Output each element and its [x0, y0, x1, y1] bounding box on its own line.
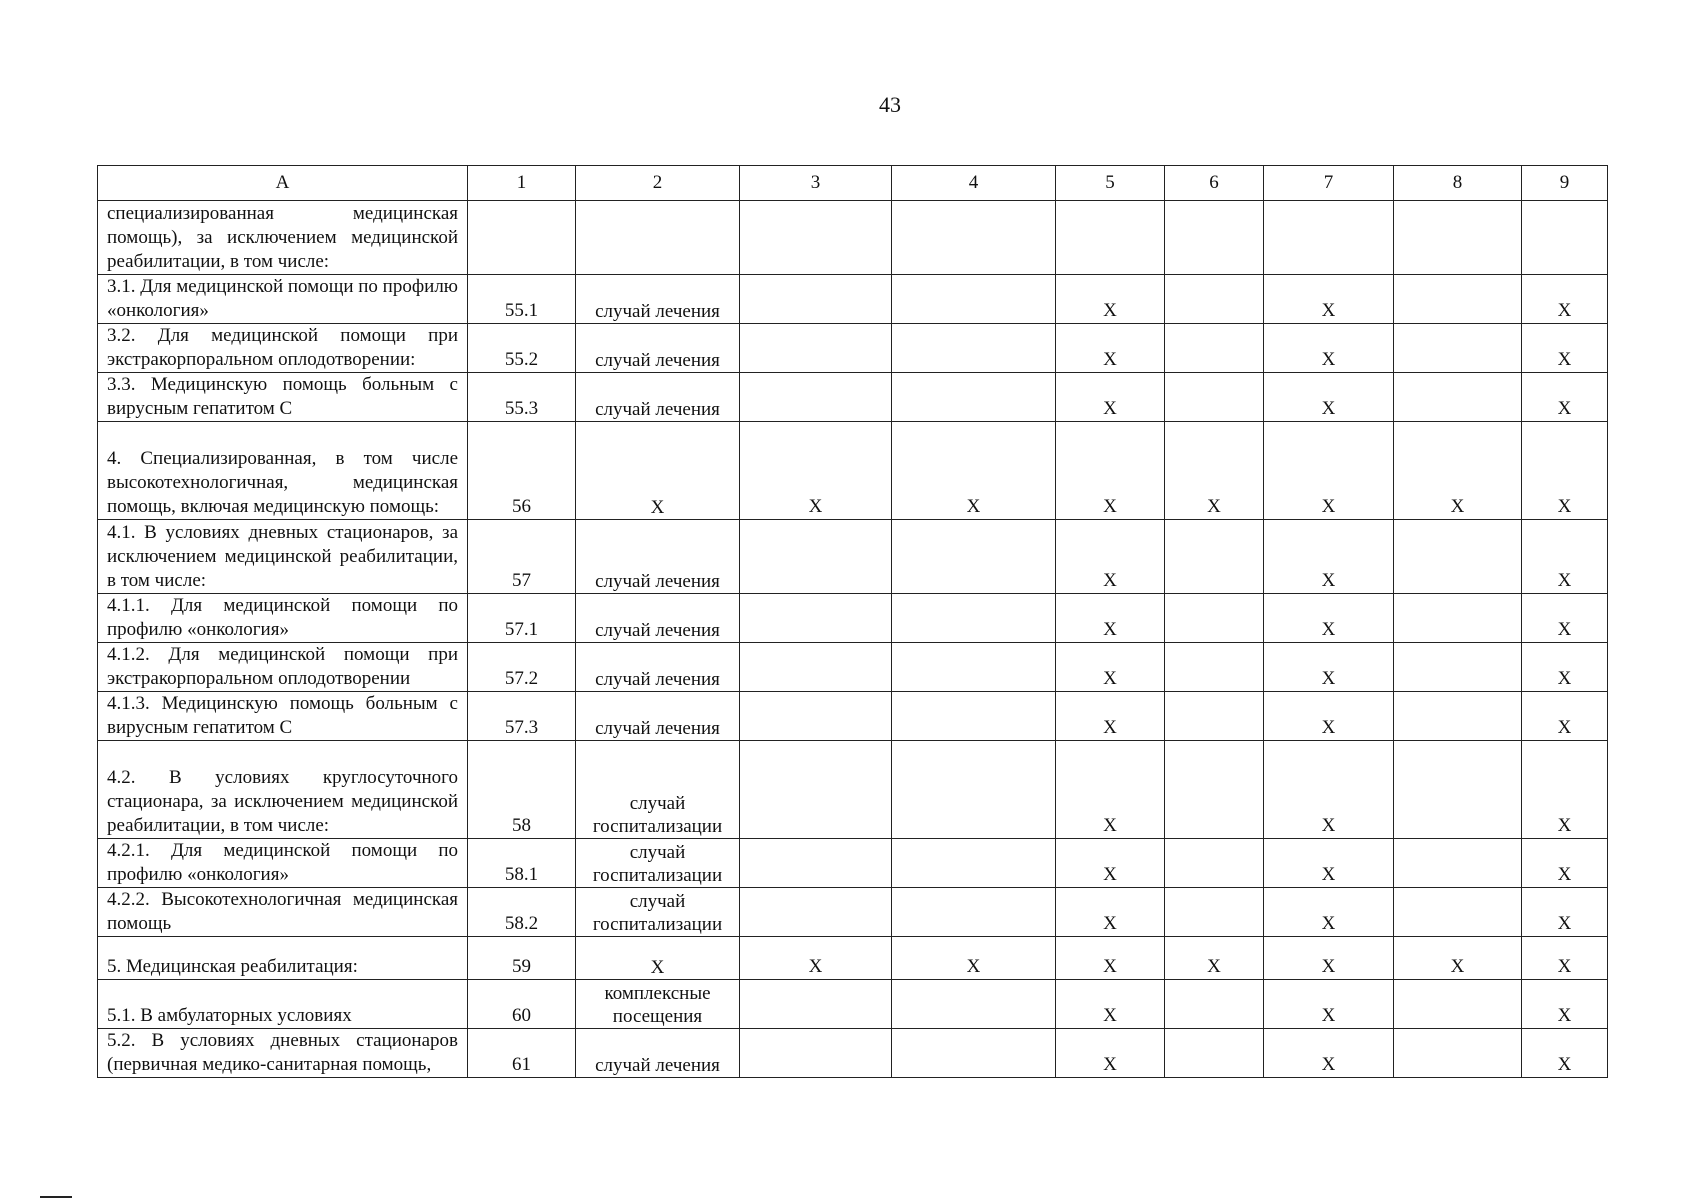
table-row — [98, 839, 1608, 888]
value-cell — [892, 373, 1056, 422]
table-row — [98, 594, 1608, 643]
data-table — [97, 165, 1608, 1078]
value-cell: Х — [1056, 594, 1165, 643]
description-cell: 4.1.3. Медицинскую помощь больным с вирусным гепатитом С — [98, 692, 468, 741]
value-cell — [1165, 201, 1264, 275]
value-cell — [892, 839, 1056, 888]
value-cell: Х — [1522, 520, 1608, 594]
value-cell: Х — [1394, 937, 1522, 980]
description-cell: 5.1. В амбулаторных условиях — [98, 980, 468, 1029]
header-cell: 4 — [892, 166, 1056, 201]
table-row — [98, 937, 1608, 980]
page-number: 43 — [879, 92, 901, 117]
value-cell — [892, 741, 1056, 839]
value-cell — [1165, 888, 1264, 937]
table-row — [98, 422, 1608, 520]
table-row — [98, 643, 1608, 692]
value-cell: Х — [1522, 1029, 1608, 1078]
header-cell: 2 — [576, 166, 740, 201]
value-cell — [1165, 839, 1264, 888]
table-row — [98, 373, 1608, 422]
unit-cell: случай госпитализации — [576, 839, 740, 888]
code-cell: 55.2 — [468, 324, 576, 373]
value-cell — [1165, 594, 1264, 643]
value-cell: Х — [1056, 741, 1165, 839]
value-cell — [1394, 888, 1522, 937]
value-cell — [740, 324, 892, 373]
value-cell — [1394, 520, 1522, 594]
table-row — [98, 980, 1608, 1029]
value-cell — [1264, 201, 1394, 275]
value-cell — [740, 201, 892, 275]
value-cell: Х — [1056, 324, 1165, 373]
value-cell — [1394, 324, 1522, 373]
value-cell — [1394, 741, 1522, 839]
value-cell: Х — [1056, 520, 1165, 594]
table-row — [98, 1029, 1608, 1078]
unit-cell: случай лечения — [576, 594, 740, 643]
value-cell — [1394, 643, 1522, 692]
value-cell: Х — [1056, 937, 1165, 980]
value-cell: Х — [1264, 741, 1394, 839]
value-cell — [1165, 1029, 1264, 1078]
footer-rule — [40, 1196, 72, 1198]
table-row — [98, 741, 1608, 839]
value-cell — [892, 201, 1056, 275]
code-cell: 57.2 — [468, 643, 576, 692]
code-cell: 58.1 — [468, 839, 576, 888]
value-cell — [892, 275, 1056, 324]
header-cell: А — [98, 166, 468, 201]
value-cell: Х — [1522, 888, 1608, 937]
value-cell: Х — [1264, 373, 1394, 422]
value-cell — [1394, 201, 1522, 275]
value-cell — [740, 594, 892, 643]
code-cell: 57 — [468, 520, 576, 594]
value-cell — [1165, 373, 1264, 422]
code-cell: 60 — [468, 980, 576, 1029]
header-cell: 3 — [740, 166, 892, 201]
value-cell: Х — [1165, 422, 1264, 520]
value-cell — [892, 520, 1056, 594]
value-cell — [1165, 275, 1264, 324]
value-cell — [1394, 839, 1522, 888]
value-cell: Х — [1522, 275, 1608, 324]
code-cell: 61 — [468, 1029, 576, 1078]
unit-cell: случай лечения — [576, 520, 740, 594]
unit-cell: случай лечения — [576, 275, 740, 324]
table-body — [98, 201, 1608, 1078]
description-cell: 4.1.1. Для медицинской помощи по профилю «онкология» — [98, 594, 468, 643]
value-cell: Х — [740, 937, 892, 980]
value-cell: Х — [1264, 888, 1394, 937]
unit-cell: Х — [576, 937, 740, 980]
value-cell: Х — [1056, 643, 1165, 692]
table-row — [98, 201, 1608, 275]
description-cell: 4.2.1. Для медицинской помощи по профилю «онкология» — [98, 839, 468, 888]
value-cell: Х — [1264, 643, 1394, 692]
value-cell: Х — [1522, 980, 1608, 1029]
value-cell — [740, 692, 892, 741]
value-cell: Х — [1264, 692, 1394, 741]
header-cell: 8 — [1394, 166, 1522, 201]
value-cell — [740, 373, 892, 422]
table-row — [98, 692, 1608, 741]
value-cell: Х — [1264, 324, 1394, 373]
value-cell — [1165, 980, 1264, 1029]
description-cell: 3.2. Для медицинской помощи при экстракорпоральном оплодотворении: — [98, 324, 468, 373]
value-cell — [892, 643, 1056, 692]
value-cell — [1394, 1029, 1522, 1078]
value-cell — [892, 980, 1056, 1029]
description-cell: 4. Специализированная, в том числе высокотехнологичная, медицинская помощь, включая медицинскую помощь: — [98, 422, 468, 520]
value-cell — [740, 643, 892, 692]
code-cell: 57.3 — [468, 692, 576, 741]
value-cell: Х — [1165, 937, 1264, 980]
value-cell: Х — [1264, 422, 1394, 520]
value-cell — [1165, 741, 1264, 839]
value-cell — [740, 741, 892, 839]
header-row — [98, 166, 1608, 201]
value-cell — [892, 888, 1056, 937]
unit-cell: случай госпитализации — [576, 888, 740, 937]
value-cell — [740, 839, 892, 888]
value-cell: Х — [1056, 373, 1165, 422]
value-cell: Х — [1522, 937, 1608, 980]
header-cell: 9 — [1522, 166, 1608, 201]
value-cell: Х — [1264, 980, 1394, 1029]
value-cell: Х — [1056, 422, 1165, 520]
unit-cell — [576, 201, 740, 275]
value-cell — [1394, 594, 1522, 643]
value-cell — [1056, 201, 1165, 275]
description-cell: 5.2. В условиях дневных стационаров (первичная медико-санитарная помощь, — [98, 1029, 468, 1078]
value-cell: Х — [892, 937, 1056, 980]
value-cell — [740, 888, 892, 937]
value-cell — [892, 594, 1056, 643]
table-row — [98, 275, 1608, 324]
description-cell: 4.1. В условиях дневных стационаров, за исключением медицинской реабилитации, в том числе: — [98, 520, 468, 594]
unit-cell: случай госпитализации — [576, 741, 740, 839]
value-cell: Х — [1056, 275, 1165, 324]
value-cell: Х — [1056, 980, 1165, 1029]
value-cell: Х — [892, 422, 1056, 520]
value-cell — [1394, 275, 1522, 324]
unit-cell: случай лечения — [576, 373, 740, 422]
value-cell: Х — [1056, 1029, 1165, 1078]
unit-cell: случай лечения — [576, 692, 740, 741]
value-cell: Х — [1522, 643, 1608, 692]
value-cell: Х — [1056, 839, 1165, 888]
unit-cell: комплексные посещения — [576, 980, 740, 1029]
value-cell: Х — [1522, 741, 1608, 839]
value-cell: Х — [1394, 422, 1522, 520]
table-row — [98, 520, 1608, 594]
value-cell: Х — [1264, 275, 1394, 324]
value-cell: Х — [1522, 839, 1608, 888]
value-cell: Х — [1522, 422, 1608, 520]
header-cell: 1 — [468, 166, 576, 201]
unit-cell: случай лечения — [576, 643, 740, 692]
value-cell: Х — [1264, 937, 1394, 980]
header-cell: 6 — [1165, 166, 1264, 201]
value-cell: Х — [1522, 324, 1608, 373]
value-cell — [1165, 520, 1264, 594]
header-cell: 7 — [1264, 166, 1394, 201]
value-cell — [740, 520, 892, 594]
value-cell — [892, 324, 1056, 373]
code-cell: 55.3 — [468, 373, 576, 422]
value-cell — [892, 1029, 1056, 1078]
code-cell: 58 — [468, 741, 576, 839]
code-cell: 55.1 — [468, 275, 576, 324]
value-cell: Х — [1522, 692, 1608, 741]
unit-cell: случай лечения — [576, 324, 740, 373]
value-cell — [740, 275, 892, 324]
value-cell: Х — [1264, 594, 1394, 643]
value-cell — [892, 692, 1056, 741]
value-cell — [1165, 692, 1264, 741]
value-cell — [1165, 643, 1264, 692]
value-cell: Х — [1264, 839, 1394, 888]
value-cell: Х — [740, 422, 892, 520]
value-cell: Х — [1522, 373, 1608, 422]
unit-cell: Х — [576, 422, 740, 520]
value-cell: Х — [1264, 1029, 1394, 1078]
value-cell — [1522, 201, 1608, 275]
value-cell: Х — [1264, 520, 1394, 594]
value-cell: Х — [1056, 692, 1165, 741]
value-cell — [1394, 980, 1522, 1029]
value-cell: Х — [1522, 594, 1608, 643]
value-cell — [740, 980, 892, 1029]
unit-cell: случай лечения — [576, 1029, 740, 1078]
description-cell: 4.2.2. Высокотехнологичная медицинская помощь — [98, 888, 468, 937]
description-cell: 4.1.2. Для медицинской помощи при экстракорпоральном оплодотворении — [98, 643, 468, 692]
description-cell: 5. Медицинская реабилитация: — [98, 937, 468, 980]
code-cell: 57.1 — [468, 594, 576, 643]
description-cell: 3.3. Медицинскую помощь больным с вирусным гепатитом С — [98, 373, 468, 422]
code-cell: 56 — [468, 422, 576, 520]
code-cell — [468, 201, 576, 275]
code-cell: 58.2 — [468, 888, 576, 937]
value-cell: Х — [1056, 888, 1165, 937]
value-cell — [1394, 692, 1522, 741]
description-cell: 3.1. Для медицинской помощи по профилю «онкология» — [98, 275, 468, 324]
code-cell: 59 — [468, 937, 576, 980]
description-cell: 4.2. В условиях круглосуточного стационара, за исключением медицинской реабилитации, в том числе: — [98, 741, 468, 839]
table-row — [98, 888, 1608, 937]
value-cell — [1394, 373, 1522, 422]
description-cell: специализированная медицинская помощь), за исключением медицинской реабилитации, в том числе: — [98, 201, 468, 275]
table-row — [98, 324, 1608, 373]
header-cell: 5 — [1056, 166, 1165, 201]
value-cell — [1165, 324, 1264, 373]
value-cell — [740, 1029, 892, 1078]
